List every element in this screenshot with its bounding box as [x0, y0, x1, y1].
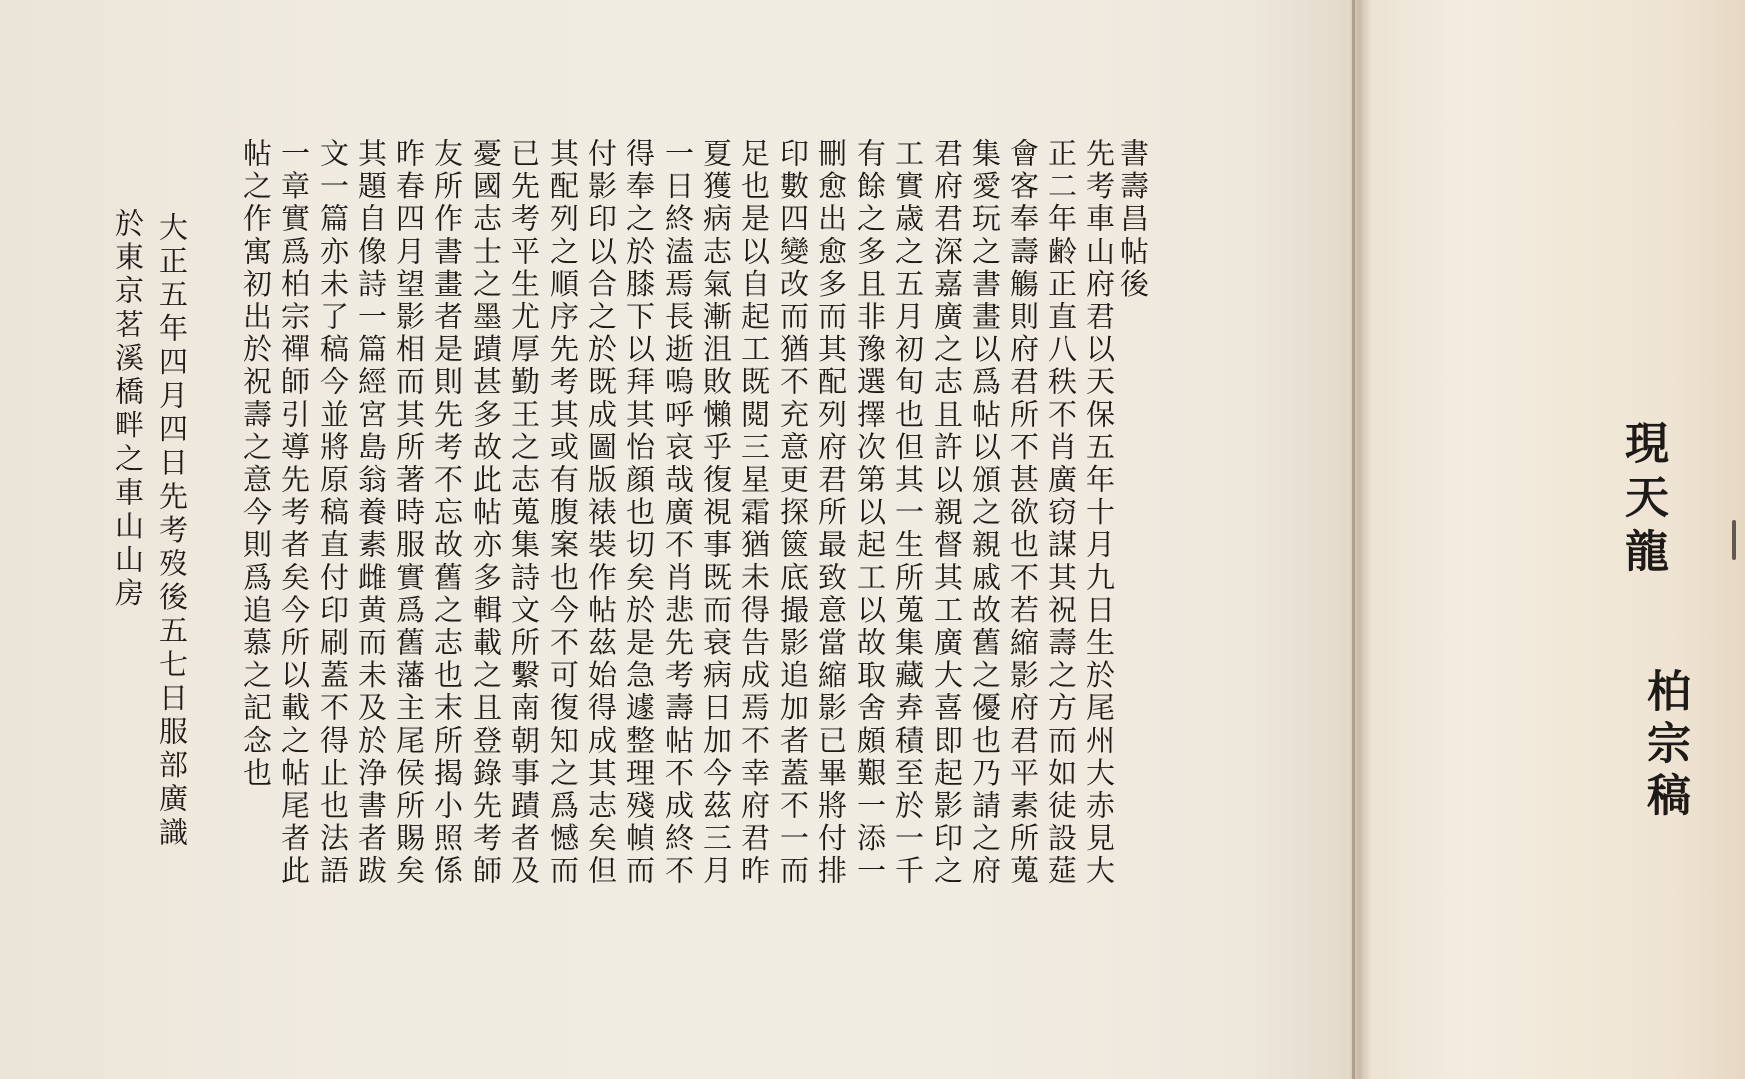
essay-column: 其題自像詩一篇經宮島翁養素雌黄而未及於浄書者跋	[354, 138, 388, 888]
essay-column: 得奉之於膝下以拜其怡顔也切矣於是急遽整理殘幀而	[622, 138, 656, 888]
right-page	[1372, 0, 1745, 1079]
essay-column: 工實歳之五月初旬也但其一生所蒐集藏弆積至於一千	[891, 138, 925, 888]
essay-column: 帖之作寓初出於祝壽之意今則爲追慕之記念也	[239, 138, 273, 790]
essay-column: 集愛玩之書畫以爲帖以頒之親戚故舊之優也乃請之府	[968, 138, 1002, 888]
date-signature: 大正五年四月四日先考歿後五七日服部廣識	[155, 212, 189, 851]
essay-column: 昨春四月望影相而其所著時服實爲舊藩主尾侯所賜矣	[392, 138, 426, 888]
essay-column: 印數四變改而猶不充意更探篋底撮影追加者蓋不一而	[776, 138, 810, 888]
essay-column: 正二年齢正直八秩不肖廣窃謀其祝壽之方而如徒設莚	[1044, 138, 1078, 888]
essay-column: 憂國志士之墨蹟甚多故此帖亦多輯載之且登錄先考師	[469, 138, 503, 888]
essay-column: 足也是以自起工既閲三星霜猶未得告成焉不幸府君昨	[737, 138, 771, 888]
essay-column: 付影印以合之於既成圖版裱裝作帖茲始得成其志矣但	[584, 138, 618, 888]
essay-column: 有餘之多且非豫選擇次第以起工以故取舍頗艱一添一	[853, 138, 887, 888]
poem-title: 現天龍	[1617, 420, 1668, 582]
essay-column: 友所作書畫者是則先考不忘故舊之志也末所揭小照係	[430, 138, 464, 888]
essay-column: 一日終溘焉長逝嗚呼哀哉廣不肖悲先考壽帖不成終不	[661, 138, 695, 888]
essay-column: 一章實爲柏宗禪師引導先考者矣今所以載之帖尾者此	[277, 138, 311, 888]
essay-column: 先考車山府君以天保五年十月九日生於尾州大赤見大	[1082, 138, 1116, 888]
place-line: 於東京茗溪橋畔之車山山房	[111, 208, 145, 612]
ink-mark	[1732, 520, 1736, 560]
essay-title: 書壽昌帖後	[1116, 138, 1150, 301]
poem-author: 柏宗稿	[1639, 668, 1690, 824]
essay-column: 文一篇亦未了稿今並將原稿直付印刷蓋不得止也法語	[316, 138, 350, 888]
essay-column: 君府君深嘉廣之志且許以親督其工廣大喜即起影印之	[930, 138, 964, 888]
essay-column: 夏獲病志氣漸沮敗懶乎復視事既而衰病日加今茲三月	[699, 138, 733, 888]
essay-column: 其配列之順序先考其或有腹案也今不可復知之爲憾而	[546, 138, 580, 888]
page-edge	[1352, 0, 1355, 1079]
essay-column: 刪愈出愈多而其配列府君所最致意當縮影已畢將付排	[814, 138, 848, 888]
essay-column: 已先考平生尤厚勤王之志蒐集詩文所繫南朝事蹟者及	[507, 138, 541, 888]
essay-column: 會客奉壽觴則府君所不甚欲也不若縮影府君平素所蒐	[1006, 138, 1040, 888]
